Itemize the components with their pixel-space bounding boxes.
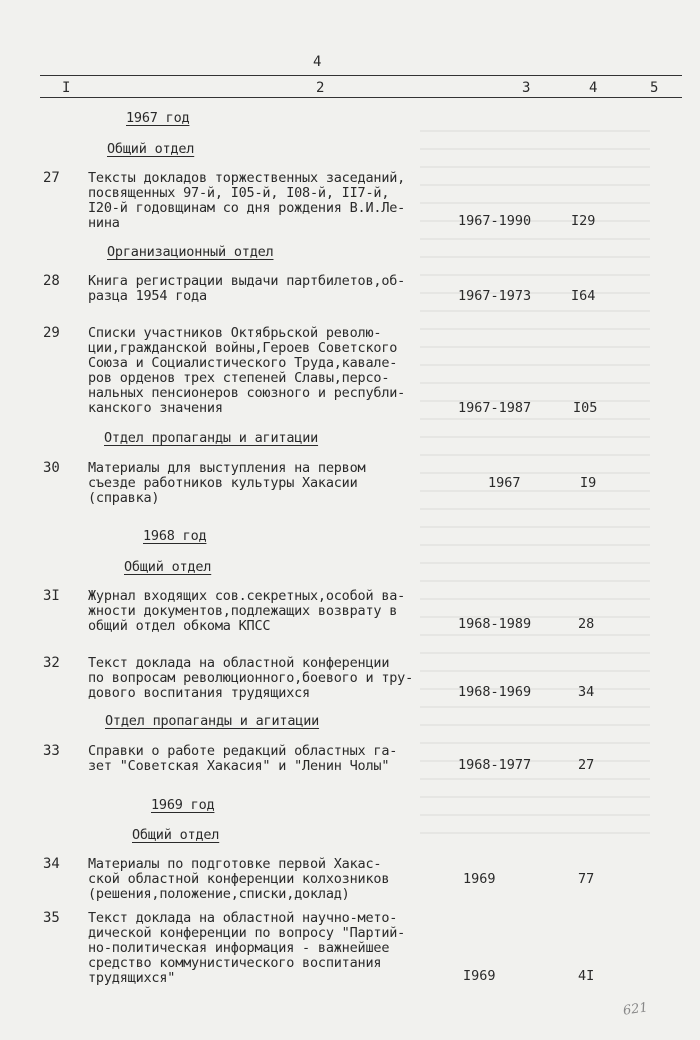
entry-number: 34: [43, 856, 60, 872]
entry-years: 1969: [463, 871, 496, 887]
col-header-2: 2: [316, 80, 325, 96]
entry-number: 35: [43, 910, 60, 926]
entry-title-line: ции,гражданской войны,Героев Советского: [88, 340, 398, 356]
entry-title-line: ской областной конференции колхозников: [88, 871, 390, 887]
entry-number: 28: [43, 273, 60, 289]
entry-count: 34: [578, 684, 595, 700]
entry-title-line: Материалы по подготовке первой Хакас-: [88, 856, 382, 872]
year-heading: 1968 год: [143, 528, 207, 544]
entry-title-line: Журнал входящих сов.секретных,особой ва-: [88, 588, 406, 604]
dept-heading: Общий отдел: [124, 559, 212, 575]
entry-title-line: (решения,положение,списки,доклад): [88, 886, 350, 902]
dept-heading: Отдел пропаганды и агитации: [105, 713, 320, 729]
entry-title-line: средство коммунистического воспитания: [88, 955, 382, 971]
entry-title-line: I20-й годовщинам со дня рождения В.И.Ле-: [88, 200, 406, 216]
entry-title-line: Текст доклада на областной научно-мето-: [88, 910, 398, 926]
entry-count: I64: [571, 288, 596, 304]
entry-count: 4I: [578, 968, 595, 984]
entry-title-line: Текст доклада на областной конференции: [88, 655, 390, 671]
entry-years: I969: [463, 968, 496, 984]
entry-title-line: Материалы для выступления на первом: [88, 460, 366, 476]
dept-heading: Общий отдел: [107, 141, 195, 157]
entry-number: 29: [43, 325, 60, 341]
col-header-1: I: [62, 80, 71, 96]
year-heading: 1967 год: [126, 110, 190, 126]
entry-count: I05: [573, 400, 598, 416]
entry-title-line: общий отдел обкома КПСС: [88, 618, 271, 634]
entry-title-line: нина: [88, 215, 120, 231]
year-heading: 1969 год: [151, 797, 215, 813]
entry-years: 1967-1973: [458, 288, 532, 304]
entry-title-line: Союза и Социалистического Труда,кавале-: [88, 355, 398, 371]
entry-title-line: зет "Советская Хакасия" и "Ленин Чолы": [88, 758, 390, 774]
entry-title-line: по вопросам революционного,боевого и тру-: [88, 670, 414, 686]
entry-title-line: но-политическая информация - важнейшее: [88, 940, 390, 956]
entry-years: 1967: [488, 475, 521, 491]
bleed-through-shadow: [420, 130, 650, 850]
header-rule-top: [40, 75, 682, 76]
col-header-3: 3: [522, 80, 531, 96]
entry-count: I9: [580, 475, 597, 491]
entry-title-line: Справки о работе редакций областных га-: [88, 743, 398, 759]
entry-title-line: жности документов,подлежащих возврату в: [88, 603, 398, 619]
entry-years: 1968-1989: [458, 616, 532, 632]
entry-number: 3I: [43, 588, 60, 604]
entry-title-line: ров орденов трех степеней Славы,персо-: [88, 370, 390, 386]
header-rule-bottom: [40, 97, 682, 98]
page-number: 4: [313, 54, 322, 70]
entry-title-line: разца 1954 года: [88, 288, 207, 304]
entry-number: 33: [43, 743, 60, 759]
dept-heading: Общий отдел: [132, 827, 220, 843]
entry-title-line: Списки участников Октябрьской револю-: [88, 325, 382, 341]
col-header-5: 5: [650, 80, 659, 96]
col-header-4: 4: [589, 80, 598, 96]
dept-heading: Организационный отдел: [107, 244, 274, 260]
entry-title-line: трудящихся": [88, 970, 176, 986]
entry-title-line: (справка): [88, 490, 160, 506]
handwritten-mark: 621: [622, 1000, 649, 1019]
entry-number: 30: [43, 460, 60, 476]
entry-years: 1967-1987: [458, 400, 532, 416]
entry-count: 77: [578, 871, 595, 887]
entry-years: 1967-1990: [458, 213, 532, 229]
entry-count: I29: [571, 213, 596, 229]
entry-title-line: канского значения: [88, 400, 223, 416]
entry-count: 28: [578, 616, 595, 632]
entry-number: 27: [43, 170, 60, 186]
entry-count: 27: [578, 757, 595, 773]
entry-title-line: нальных пенсионеров союзного и республи-: [88, 385, 406, 401]
entry-title-line: дового воспитания трудящихся: [88, 685, 310, 701]
entry-title-line: посвященных 97-й, I05-й, I08-й, II7-й,: [88, 185, 390, 201]
entry-title-line: съезде работников культуры Хакасии: [88, 475, 358, 491]
dept-heading: Отдел пропаганды и агитации: [104, 430, 319, 446]
entry-number: 32: [43, 655, 60, 671]
entry-title-line: Книга регистрации выдачи партбилетов,об-: [88, 273, 406, 289]
entry-title-line: Тексты докладов торжественных заседаний,: [88, 170, 406, 186]
entry-years: 1968-1977: [458, 757, 532, 773]
entry-title-line: дической конференции по вопросу "Партий-: [88, 925, 406, 941]
entry-years: 1968-1969: [458, 684, 532, 700]
